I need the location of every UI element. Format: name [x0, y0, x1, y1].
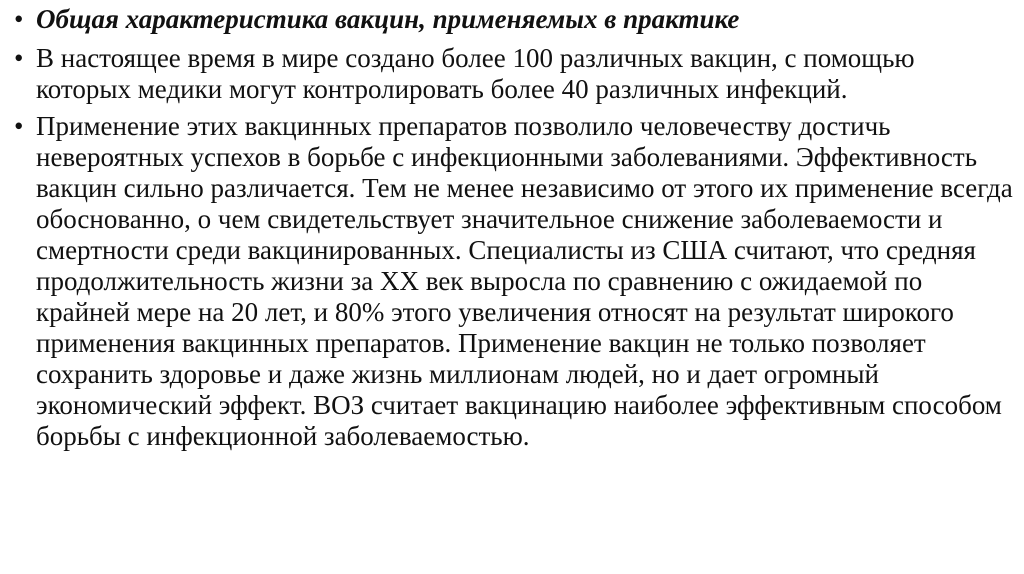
bullet-list [14, 4, 1014, 458]
slide-heading-item [14, 4, 1014, 35]
paragraph-vaccine-effect: Применение этих вакцинных препаратов позволило человечеству достичь невероятных успехов в борьбе с инфекционными заболеваниями. Эффективность вакцин сильно различается. Тем не менее независимо от этого их применение всегда обоснованно, о чем свидетельствует значительное снижение заболеваемости и смертности среди вакцинированных. Специалисты из США считают, что средняя продолжительность жизни за XX век выросла по сравнению с ожидаемой по крайней мере на 20 лет, и 80% этого увеличения относят на результат широкого применения вакцинных препаратов. Применение вакцин не только позволяет сохранить здоровье и даже жизнь миллионам людей, но и дает огромный экономический эффект. ВОЗ считает вакцинацию наиболее эффективным способом борьбы с инфекционной заболеваемостью. [36, 111, 1013, 451]
bullet-icon: • [14, 4, 24, 34]
paragraph-vaccine-count: В настоящее время в мире создано более 100 различных вакцин, с помощью которых медики могут контролировать более 40 различных инфекций. [36, 43, 915, 104]
bullet-icon: • [14, 111, 24, 141]
bullet-icon: • [14, 43, 24, 73]
bullet-item-vaccine-count [14, 43, 1014, 105]
bullet-item-vaccine-effect [14, 111, 1014, 452]
slide-heading-text: Общая характеристика вакцин, применяемых в практике [36, 4, 740, 34]
